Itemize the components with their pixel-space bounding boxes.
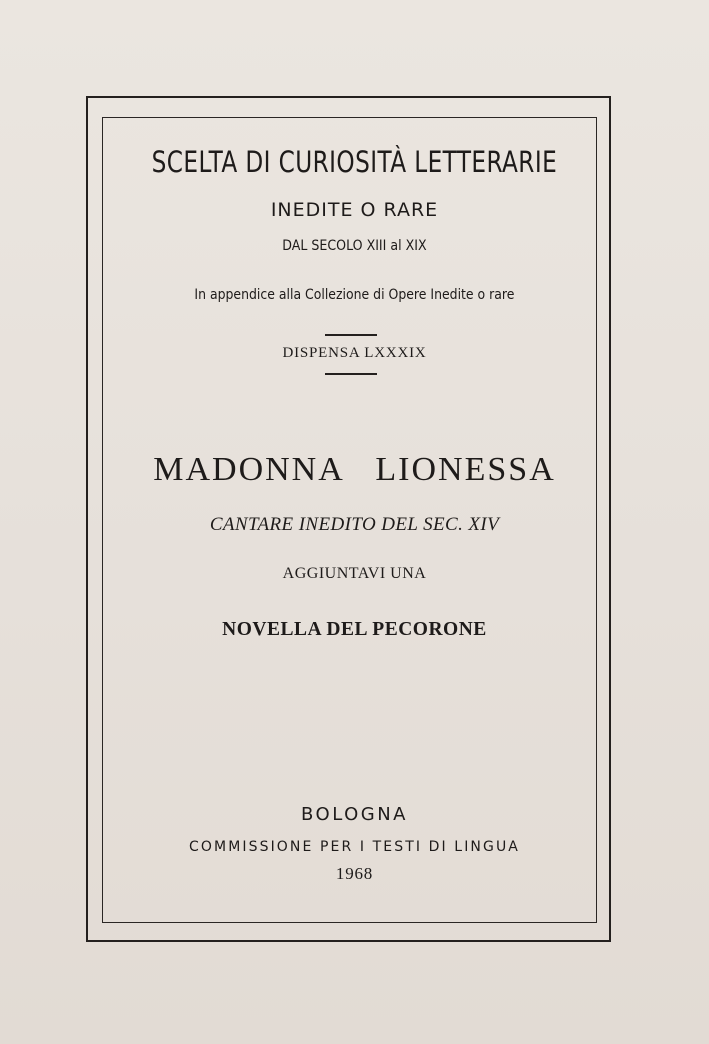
work-title: MADONNA LIONESSA [153, 451, 556, 488]
addition-note: AGGIUNTAVI UNA [282, 565, 427, 582]
imprint-publisher: COMMISSIONE PER I TESTI DI LINGUA [189, 839, 520, 855]
series-appendix-note: In appendice alla Collezione di Opere Inedite o rare [194, 287, 515, 303]
imprint-year: 1968 [335, 864, 374, 883]
divider-rule-top [325, 334, 377, 336]
imprint-city: BOLOGNA [301, 804, 408, 825]
work-subtitle: CANTARE INEDITO DEL SEC. XIV [209, 514, 500, 535]
additional-work-title: NOVELLA DEL PECORONE [222, 619, 487, 640]
divider-rule-bottom [325, 373, 377, 375]
series-subtitle: INEDITE O RARE [270, 199, 439, 221]
series-century-range: DAL SECOLO XIII al XIX [282, 238, 427, 254]
dispensa-number: DISPENSA LXXXIX [282, 345, 427, 361]
series-title: SCELTA DI CURIOSITÀ LETTERARIE [151, 145, 558, 179]
